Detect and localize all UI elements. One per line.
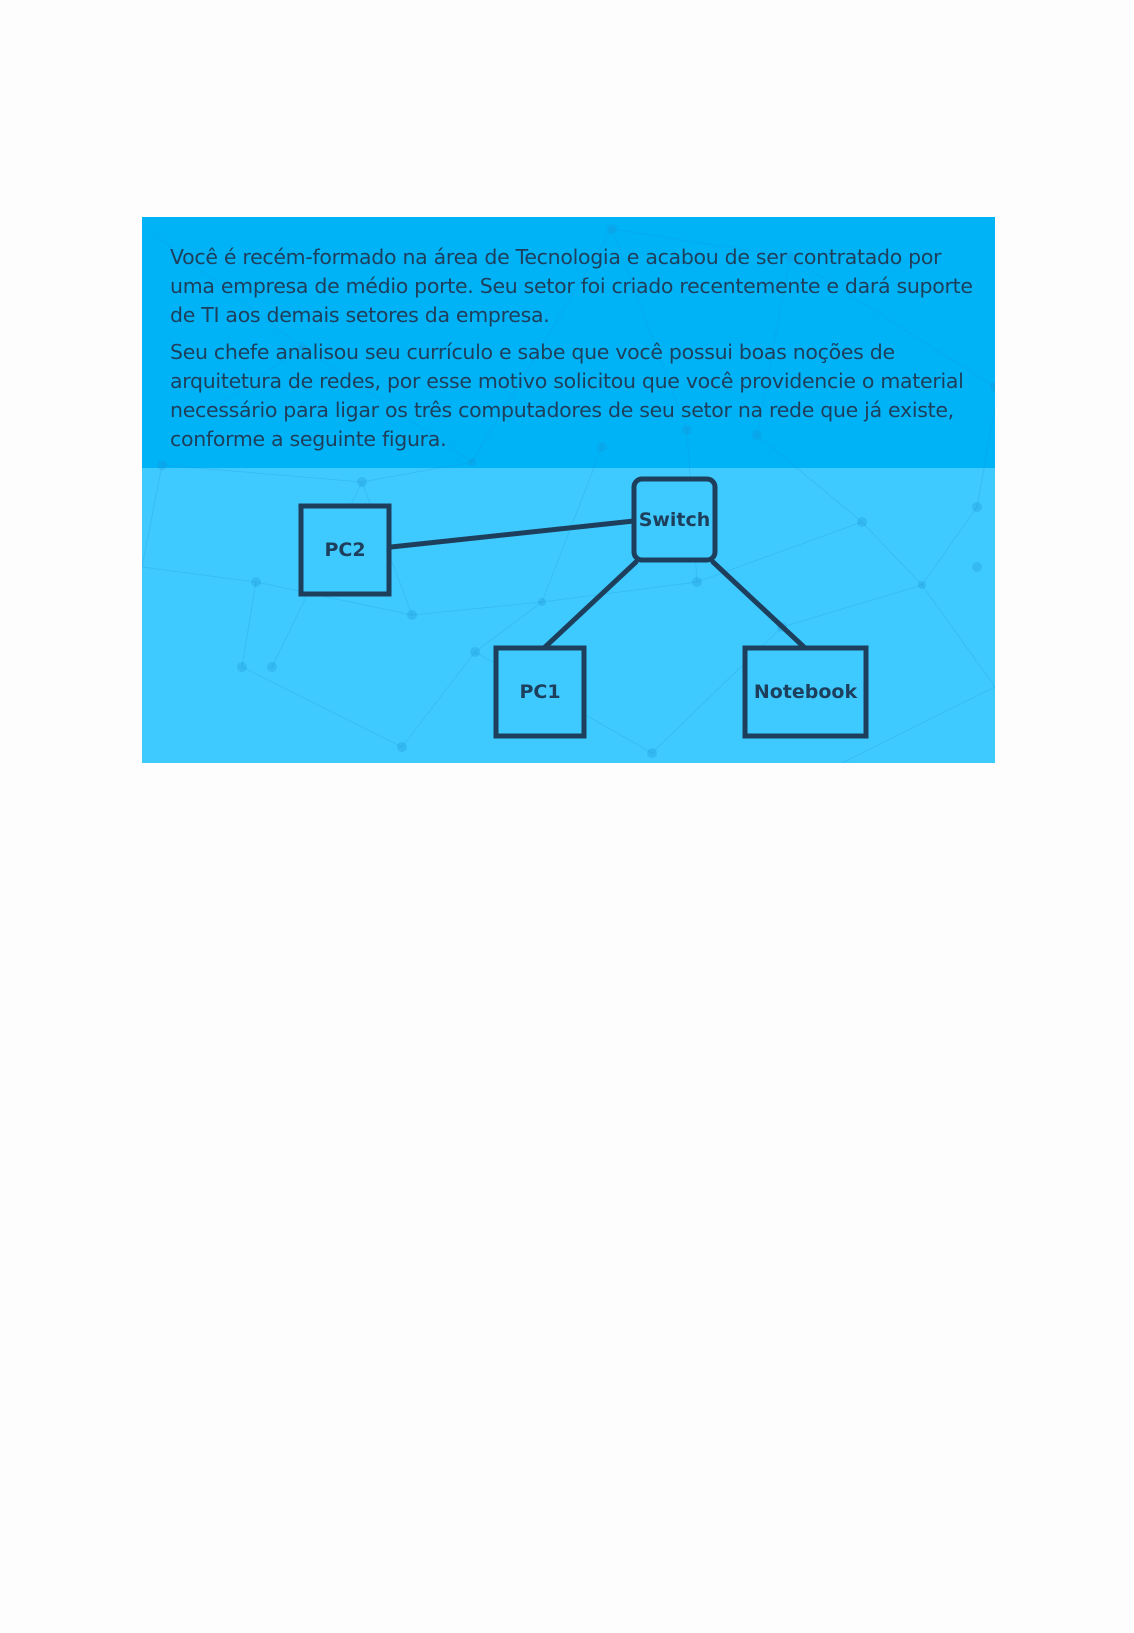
- network-diagram: [142, 217, 995, 763]
- paragraph-request: Seu chefe analisou seu currículo e sabe que você possui boas noções de arquitetura de redes, por esse motivo solicitou que você providencie o material necessário para ligar os três computadores de seu setor na rede que já existe, conforme a seguinte figura.: [170, 340, 964, 451]
- notebook-label: Notebook: [753, 681, 858, 703]
- link-switch-pc1: [544, 562, 636, 648]
- pc1-label: PC1: [519, 681, 561, 703]
- pc2-label: PC2: [324, 539, 366, 561]
- network-exercise-card: [142, 217, 995, 763]
- link-switch-notebook: [713, 562, 805, 648]
- paragraph-context: Você é recém-formado na área de Tecnologia e acabou de ser contratado por uma empresa de médio porte. Seu setor foi criado recentemente e dará suporte de TI aos demais setores da empresa.: [170, 245, 973, 327]
- link-pc2-switch: [391, 521, 634, 547]
- switch-label: Switch: [638, 509, 711, 531]
